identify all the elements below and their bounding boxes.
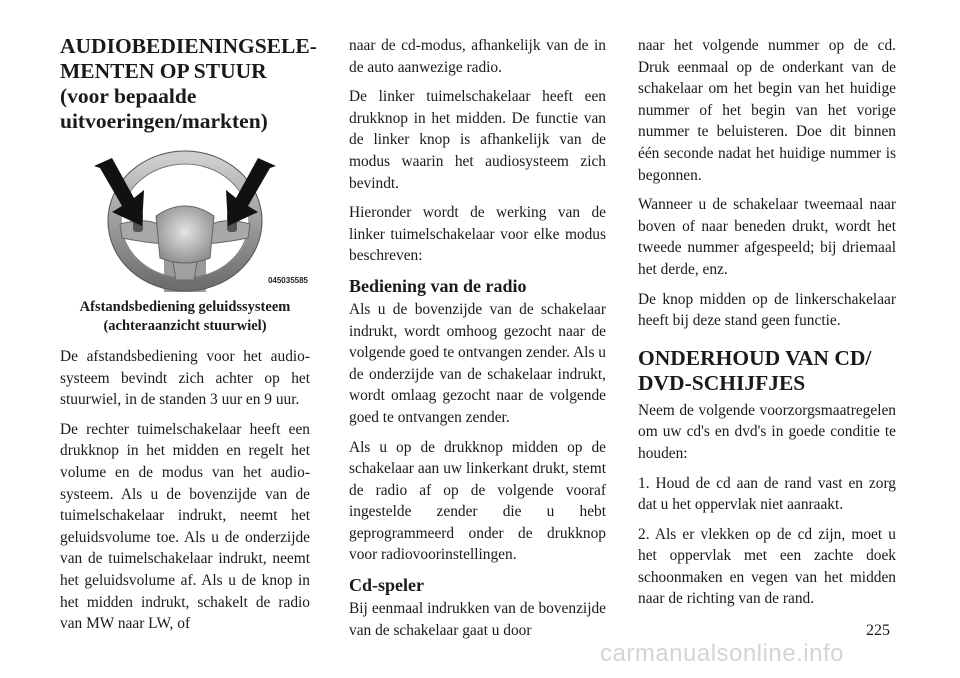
paragraph: Bij eenmaal indrukken van de bovenzijde van de schakelaar gaat u door [349, 600, 606, 639]
heading-line: AUDIOBEDIENINGSELE- [60, 34, 317, 58]
heading-line: (voor bepaalde [60, 84, 197, 108]
section-heading-audio-controls [60, 34, 317, 134]
paragraph: De rechter tuimelschakelaar heeft een drukknop in het midden en regelt het volume en de modus van het audiosysteem. Als u de bovenzijde van de tuimelschakelaar indrukt, neemt het geluidsvolume toe. Als u de onderzijde van de tuimelschakelaar indrukt, neemt het geluidsvolume af. Als u de knop in het midden indrukt, schakelt de radio van MW naar LW, of [60, 420, 310, 633]
steering-wheel-figure [60, 146, 310, 296]
paragraph: Als u de bovenzijde van de schakelaar indrukt, wordt omhoog gezocht naar de volgende goed te ontvangen zender. Als u de onderzijde van de schakelaar indrukt, wordt omlaag gezocht naar de volgende goed te ontvangen zender. [349, 300, 606, 426]
paragraph: naar de cd-modus, afhankelijk van de in de auto aanwezige radio. [349, 37, 606, 76]
section-heading-disc-maintenance [638, 346, 896, 396]
caption-line: (achteraanzicht stuurwiel) [103, 318, 267, 334]
heading-line: uitvoeringen/markten) [60, 109, 268, 133]
paragraph: naar het volgende nummer op de cd. Druk eenmaal op de onderkant van de schakelaar om het begin van het huidige nummer of het begin van het vorige nummer te beluisteren. Doe dit binnen één seconde nadat het huidige nummer is begonnen. [638, 37, 896, 184]
heading-line: MENTEN OP STUUR [60, 59, 267, 83]
paragraph: De afstandsbediening voor het audiosysteem bevindt zich achter op het stuurwiel, in de standen 3 uur en 9 uur. [60, 348, 310, 409]
heading-line: ONDERHOUD VAN CD/ [638, 345, 872, 370]
page-number: 225 [866, 622, 890, 639]
list-item: 2. Als er vlekken op de cd zijn, moet u het oppervlak met een zachte doek schoonmaken en vegen van het midden naar de richting van de rand. [638, 525, 896, 608]
paragraph: Hieronder wordt de werking van de linker tuimelschakelaar voor elke modus beschreven: [349, 204, 606, 265]
paragraph: De knop midden op de linkerschakelaar heeft bij deze stand geen functie. [638, 290, 896, 330]
figure-caption [60, 298, 310, 336]
heading-line: DVD-SCHIJFJES [638, 370, 806, 395]
paragraph: Als u op de drukknop midden op de schakelaar aan uw linkerkant drukt, stemt de radio af op de volgende vooraf ingestelde zender die u hebt geprogrammeerd onder de drukknop voor radiovoorinstellingen. [349, 438, 606, 564]
paragraph: Neem de volgende voorzorgsmaatregelen om uw cd's en dvd's in goede conditie te houden: [638, 401, 896, 462]
watermark: carmanualsonline.info [600, 640, 844, 667]
middle-column [349, 35, 606, 649]
right-column [638, 35, 896, 618]
list-item: 1. Houd de cd aan de rand vast en zorg dat u het oppervlak niet aanraakt. [638, 474, 896, 514]
subheading-cd: Cd-speler [349, 575, 424, 596]
subheading-radio: Bediening van de radio [349, 275, 527, 296]
left-column [60, 34, 317, 643]
paragraph: Wanneer u de schakelaar tweemaal naar boven of naar beneden drukt, wordt het tweede nummer afgespeeld; bij driemaal het derde, enz. [638, 196, 896, 278]
caption-line: Afstandsbediening geluidssysteem [79, 299, 291, 315]
paragraph: De linker tuimelschakelaar heeft een drukknop in het midden. De functie van de linker knop is afhankelijk van de modus waarin het audiosysteem zich bevindt. [349, 88, 606, 192]
figure-code: 045035585 [267, 276, 308, 286]
